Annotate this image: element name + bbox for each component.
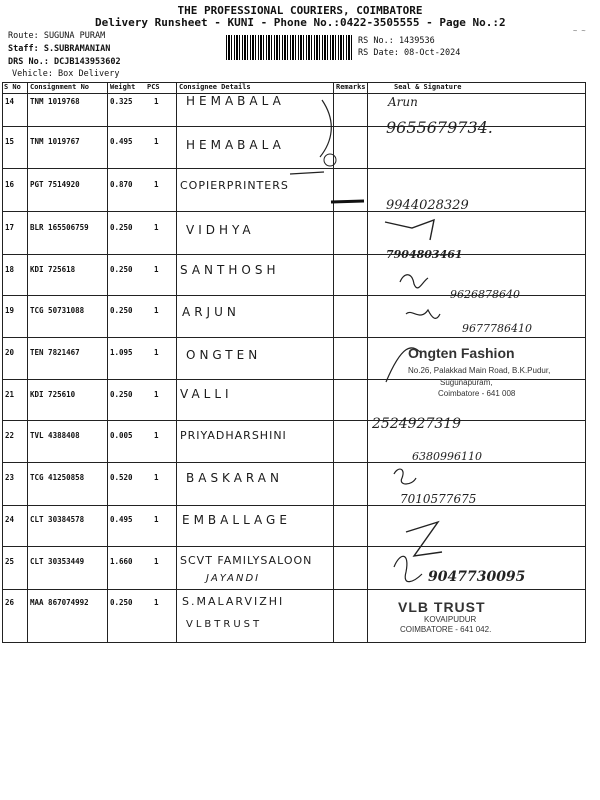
stamp-address-line: COIMBATORE - 641 042. (400, 625, 492, 634)
row-weight: 0.495 (110, 515, 133, 524)
stamp-address-line: Coimbatore - 641 008 (438, 389, 516, 398)
signature-phone: 7010577675 (400, 492, 477, 506)
row-consignee-line2: JAYANDI (206, 573, 261, 584)
row-consignee: SCVT FAMILYSALOON (180, 554, 313, 567)
signature-phone: 7904803461 (386, 248, 463, 261)
corner-mark: ~ ~ (573, 27, 586, 35)
row-weight: 0.870 (110, 180, 133, 189)
row-sno: 26 (5, 598, 15, 607)
row-consignee: S.MALARVIZHI (182, 595, 285, 608)
row-sno: 19 (5, 306, 15, 315)
route-label: Route: SUGUNA PURAM (8, 31, 106, 41)
row-weight: 0.250 (110, 306, 133, 315)
row-consignee: ARJUN (182, 305, 240, 319)
drs-number: DRS No.: DCJB143953602 (8, 57, 121, 67)
row-weight: 0.495 (110, 137, 133, 146)
row-sno: 18 (5, 265, 15, 274)
row-sno: 24 (5, 515, 15, 524)
runsheet-table (2, 82, 586, 652)
row-pcs: 1 (154, 265, 159, 274)
col-header-seal: Seal & Signature (394, 83, 462, 91)
row-consignee: PRIYADHARSHINI (180, 429, 287, 442)
row-consignment: TEN 7821467 (30, 348, 80, 357)
col-header-consignee: Consignee Details (179, 83, 251, 91)
handwriting-overlay (2, 82, 586, 647)
row-pcs: 1 (154, 180, 159, 189)
row-sno: 23 (5, 473, 15, 482)
barcode (226, 35, 352, 60)
row-sno: 21 (5, 390, 15, 399)
row-weight: 0.325 (110, 97, 133, 106)
row-weight: 1.095 (110, 348, 133, 357)
row-consignment: TVL 4388408 (30, 431, 80, 440)
row-consignment: KDI 725610 (30, 390, 76, 399)
row-consignee: COPIERPRINTERS (180, 179, 289, 192)
signature-name: Arun (388, 95, 418, 109)
signature-phone: 9677786410 (462, 322, 532, 335)
col-header-consignment: Consignment No (30, 83, 90, 91)
row-sno: 16 (5, 180, 15, 189)
row-consignee: HEMABALA (186, 138, 285, 152)
row-weight: 0.250 (110, 390, 133, 399)
row-consignee: EMBALLAGE (182, 513, 291, 527)
row-weight: 0.005 (110, 431, 133, 440)
row-pcs: 1 (154, 431, 159, 440)
signature-phone: 6380996110 (412, 450, 482, 463)
row-sno: 17 (5, 223, 15, 232)
signature-phone: 9944028329 (386, 198, 469, 213)
row-consignment: CLT 30353449 (30, 557, 85, 566)
row-sno: 20 (5, 348, 15, 357)
col-header-sno: S No (4, 83, 21, 91)
row-weight: 1.660 (110, 557, 133, 566)
stamp-address-line: Sugunapuram, (440, 378, 493, 387)
signature-phone: 9047730095 (428, 569, 526, 585)
row-pcs: 1 (154, 473, 159, 482)
row-consignee: VALLI (180, 387, 233, 401)
row-consignment: MAA 867074992 (30, 598, 89, 607)
signature-phone: 9655679734. (386, 118, 493, 137)
signature-phone: 2524927319 (372, 416, 462, 432)
row-pcs: 1 (154, 306, 159, 315)
row-consignment: TCG 41250858 (30, 473, 85, 482)
row-pcs: 1 (154, 598, 159, 607)
row-consignee: BASKARAN (186, 471, 283, 485)
row-sno: 22 (5, 431, 15, 440)
row-pcs: 1 (154, 390, 159, 399)
vehicle-label: Vehicle: Box Delivery (12, 69, 120, 79)
row-consignee: HEMABALA (186, 94, 285, 108)
row-pcs: 1 (154, 137, 159, 146)
row-consignment: PGT 7514920 (30, 180, 80, 189)
row-consignment: TNM 1019767 (30, 137, 80, 146)
row-consignee: SANTHOSH (180, 263, 280, 277)
row-sno: 14 (5, 97, 15, 106)
row-pcs: 1 (154, 515, 159, 524)
page-title: THE PROFESSIONAL COURIERS, COIMBATORE (177, 4, 423, 17)
row-pcs: 1 (154, 348, 159, 357)
row-consignee: ONGTEN (186, 348, 262, 362)
row-consignment: TNM 1019768 (30, 97, 80, 106)
row-weight: 0.250 (110, 598, 133, 607)
row-weight: 0.250 (110, 265, 133, 274)
row-consignment: TCG 50731088 (30, 306, 85, 315)
row-pcs: 1 (154, 557, 159, 566)
row-consignee-line2: VLBTRUST (186, 619, 263, 630)
row-pcs: 1 (154, 223, 159, 232)
rs-date: RS Date: 08-Oct-2024 (358, 48, 461, 58)
stamp-name: Ongten Fashion (408, 345, 515, 361)
row-pcs: 1 (154, 97, 159, 106)
col-header-weight: Weight (110, 83, 136, 91)
stamp-address-line: No.26, Palakkad Main Road, B.K.Pudur, (408, 366, 551, 375)
row-weight: 0.250 (110, 223, 133, 232)
row-weight: 0.520 (110, 473, 133, 482)
signature-phone: 9626878640 (450, 288, 520, 301)
stamp-address-line: KOVAIPUDUR (424, 615, 477, 624)
row-consignment: KDI 725618 (30, 265, 76, 274)
runsheet-subtitle: Delivery Runsheet - KUNI - Phone No.:0422-3505555 - Page No.:2 (95, 16, 506, 29)
col-header-pcs: PCS (147, 83, 160, 91)
row-sno: 25 (5, 557, 15, 566)
staff-label: Staff: S.SUBRAMANIAN (8, 44, 111, 54)
row-sno: 15 (5, 137, 15, 146)
row-consignment: BLR 165506759 (30, 223, 89, 232)
stamp-name: VLB TRUST (398, 599, 486, 615)
col-header-remarks: Remarks (336, 83, 366, 91)
rs-number: RS No.: 1439536 (358, 36, 435, 46)
row-consignee: VIDHYA (186, 223, 255, 237)
row-consignment: CLT 30384578 (30, 515, 85, 524)
